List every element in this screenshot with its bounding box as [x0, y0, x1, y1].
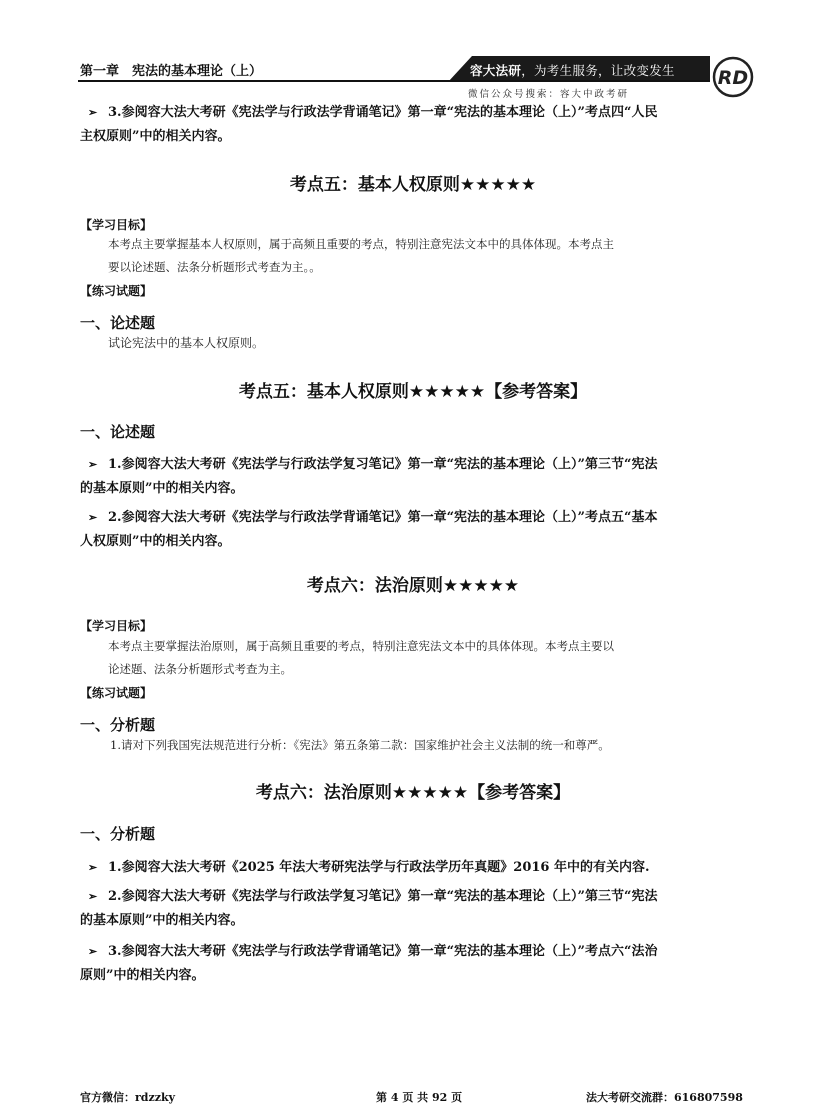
reference-item: ➢ 1.参阅容大法大考研《宪法学与行政法学复习笔记》第一章“宪法的基本理论（上）”第三节“宪法 的基本原则”中的相关内容。: [80, 453, 752, 501]
practice-tag: 【练习试题】: [80, 284, 153, 298]
header-rule: [78, 80, 710, 82]
question-text: 试论宪法中的基本人权原则。: [108, 336, 265, 350]
goal-text: 本考点主要掌握基本人权原则，属于高频且重要的考点，特别注意宪法文本中的具体体现。本考点主 要以论述题、法条分析题形式考查为主。。: [108, 237, 614, 274]
reference-item: ➢ 1.参阅容大法大考研《2025 年法大考研宪法学与行政法学历年真题》2016 年中的有关内容.: [80, 856, 752, 880]
brand-name: 容大法研: [470, 63, 522, 78]
arrow-bullet-icon: ➢: [88, 945, 98, 958]
arrow-bullet-icon: ➢: [88, 106, 98, 119]
question-type-heading: 一、分析题: [80, 716, 156, 734]
arrow-bullet-icon: ➢: [88, 861, 98, 874]
arrow-bullet-icon: ➢: [88, 458, 98, 471]
chapter-title: 第一章 宪法的基本理论（上）: [80, 64, 263, 79]
brand-logo-icon: [712, 56, 754, 98]
reference-item: ➢ 2.参阅容大法大考研《宪法学与行政法学背诵笔记》第一章“宪法的基本理论（上）”考点五“基本 人权原则”中的相关内容。: [80, 506, 752, 554]
slogan-text: ，为考生服务，让改变发生: [521, 63, 675, 78]
footer-wechat: 官方微信：rdzzky: [80, 1091, 175, 1104]
footer-group: 法大考研交流群：616807598: [586, 1091, 743, 1104]
arrow-bullet-icon: ➢: [88, 511, 98, 524]
goal-text: 本考点主要掌握法治原则，属于高频且重要的考点，特别注意宪法文本中的具体体现。本考点主要以 论述题、法条分析题形式考查为主。: [108, 639, 614, 676]
reference-item: ➢ 3.参阅容大法大考研《宪法学与行政法学背诵笔记》第一章“宪法的基本理论（上）”考点六“法治 原则”中的相关内容。: [80, 940, 752, 988]
logo-text: RD: [717, 67, 749, 89]
question-text: 1.请对下列我国宪法规范进行分析：《宪法》第五条第二款：国家维护社会主义法制的统一和尊严。: [110, 738, 610, 752]
wechat-search-hint: 微信公众号搜索：容大中政考研: [468, 89, 630, 100]
footer-page-number: 第 4 页 共 92 页: [376, 1091, 463, 1104]
practice-tag: 【练习试题】: [80, 686, 153, 700]
header-slogan: [470, 61, 706, 79]
goal-tag: 【学习目标】: [80, 619, 153, 633]
section-title: 考点六：法治原则★★★★★: [306, 576, 520, 596]
answer-type-heading: 一、分析题: [80, 825, 156, 843]
answer-section-title: 考点六：法治原则★★★★★【参考答案】: [255, 783, 571, 803]
goal-tag: 【学习目标】: [80, 218, 153, 232]
arrow-bullet-icon: ➢: [88, 890, 98, 903]
reference-item: ➢ 2.参阅容大法大考研《宪法学与行政法学复习笔记》第一章“宪法的基本理论（上）”第三节“宪法 的基本原则”中的相关内容。: [80, 885, 752, 933]
answer-section-title: 考点五：基本人权原则★★★★★【参考答案】: [238, 382, 588, 402]
answer-type-heading: 一、论述题: [80, 423, 156, 441]
section-title: 考点五：基本人权原则★★★★★: [289, 175, 537, 195]
reference-item: ➢ 3.参阅容大法大考研《宪法学与行政法学背诵笔记》第一章“宪法的基本理论（上）”考点四“人民 主权原则”中的相关内容。: [80, 101, 752, 149]
question-type-heading: 一、论述题: [80, 314, 156, 332]
